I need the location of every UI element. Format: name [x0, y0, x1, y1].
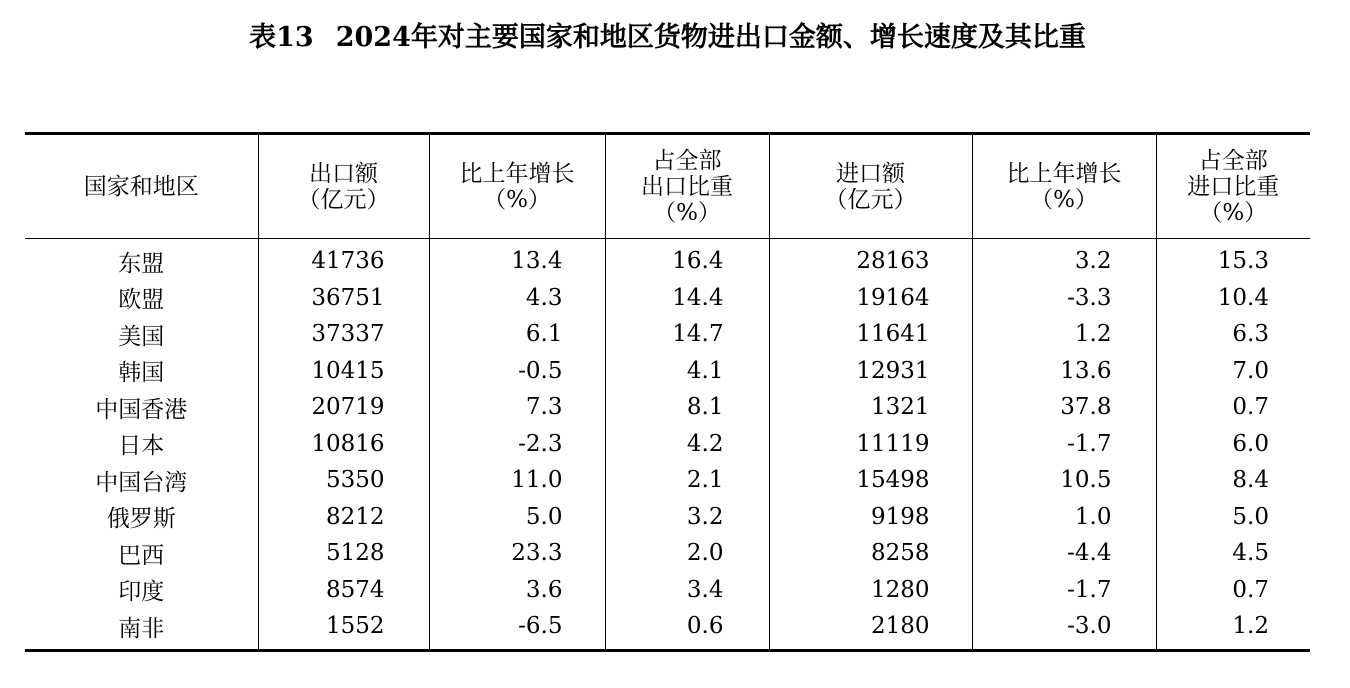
cell-import-growth: 1.2	[972, 316, 1156, 353]
cell-region: 东盟	[118, 250, 165, 277]
cell-region: 印度	[118, 579, 165, 606]
header-import	[769, 134, 972, 239]
cell-export-growth: 23.3	[429, 535, 605, 572]
cell-region: 巴西	[118, 542, 165, 569]
cell-import-share: 15.3	[1156, 239, 1310, 280]
cell-export-growth: 6.1	[429, 316, 605, 353]
cell-export: 1552	[258, 608, 429, 650]
cell-export-growth: 4.3	[429, 280, 605, 317]
cell-import-share: 4.5	[1156, 535, 1310, 572]
cell-export-share: 14.7	[605, 316, 769, 353]
cell-import: 28163	[769, 239, 972, 280]
header-import-growth	[972, 134, 1156, 239]
cell-export-share: 3.2	[605, 499, 769, 536]
table-row	[25, 353, 1310, 390]
cell-import: 2180	[769, 608, 972, 650]
header-line: （%）	[653, 199, 721, 226]
cell-import-growth: -1.7	[972, 426, 1156, 463]
cell-import-growth: 3.2	[972, 239, 1156, 280]
table-row	[25, 426, 1310, 463]
cell-export-share: 4.2	[605, 426, 769, 463]
cell-export-growth: 11.0	[429, 462, 605, 499]
table-body	[25, 239, 1310, 651]
table-row	[25, 280, 1310, 317]
cell-import-growth: -3.0	[972, 608, 1156, 650]
cell-export-share: 3.4	[605, 572, 769, 609]
trade-table	[25, 132, 1310, 652]
table-row	[25, 316, 1310, 353]
cell-import-growth: -1.7	[972, 572, 1156, 609]
cell-import-growth: 10.5	[972, 462, 1156, 499]
cell-region: 韩国	[118, 360, 165, 387]
cell-region: 欧盟	[118, 287, 165, 314]
header-line: 出口比重	[641, 173, 733, 200]
table-row	[25, 239, 1310, 280]
cell-import-share: 1.2	[1156, 608, 1310, 650]
cell-import-share: 6.3	[1156, 316, 1310, 353]
cell-export-share: 16.4	[605, 239, 769, 280]
header-region	[25, 134, 258, 239]
cell-export-growth: -0.5	[429, 353, 605, 390]
cell-import-growth: 1.0	[972, 499, 1156, 536]
cell-export-growth: 7.3	[429, 389, 605, 426]
cell-export: 41736	[258, 239, 429, 280]
cell-export-share: 14.4	[605, 280, 769, 317]
cell-region: 南非	[118, 615, 165, 642]
header-line: 占全部	[652, 147, 722, 174]
table-row	[25, 608, 1310, 650]
table-row	[25, 499, 1310, 536]
cell-import-share: 5.0	[1156, 499, 1310, 536]
cell-import-share: 7.0	[1156, 353, 1310, 390]
table-number: 表13	[249, 22, 314, 53]
header-line: （%）	[1199, 199, 1268, 226]
header-row	[25, 134, 1310, 239]
cell-export: 36751	[258, 280, 429, 317]
header-line: 国家和地区	[83, 173, 199, 200]
cell-region: 日本	[118, 433, 165, 460]
cell-import: 11119	[769, 426, 972, 463]
cell-export-growth: -2.3	[429, 426, 605, 463]
cell-import-share: 6.0	[1156, 426, 1310, 463]
cell-import: 8258	[769, 535, 972, 572]
cell-import: 9198	[769, 499, 972, 536]
cell-region: 中国香港	[95, 396, 188, 423]
cell-export-growth: 13.4	[429, 239, 605, 280]
cell-export: 37337	[258, 316, 429, 353]
table-row	[25, 389, 1310, 426]
header-line: 占全部	[1198, 147, 1268, 174]
header-export	[258, 134, 429, 239]
cell-export: 20719	[258, 389, 429, 426]
cell-export-growth: -6.5	[429, 608, 605, 650]
cell-import-share: 10.4	[1156, 280, 1310, 317]
header-import-share	[1156, 134, 1310, 239]
header-line: 比上年增长	[459, 160, 575, 187]
cell-export-share: 2.0	[605, 535, 769, 572]
cell-export-share: 4.1	[605, 353, 769, 390]
header-line: （亿元）	[824, 186, 917, 213]
table-title-text: 2024年对主要国家和地区货物进出口金额、增长速度及其比重	[335, 22, 1086, 53]
header-line: 进口额	[836, 160, 905, 187]
header-line: 进口比重	[1187, 173, 1280, 200]
header-line: 出口额	[309, 160, 378, 187]
cell-import: 19164	[769, 280, 972, 317]
cell-export: 10415	[258, 353, 429, 390]
cell-export-growth: 5.0	[429, 499, 605, 536]
cell-export-growth: 3.6	[429, 572, 605, 609]
cell-export: 5350	[258, 462, 429, 499]
cell-import: 1321	[769, 389, 972, 426]
cell-import: 12931	[769, 353, 972, 390]
header-export-growth	[429, 134, 605, 239]
cell-import: 11641	[769, 316, 972, 353]
cell-import: 15498	[769, 462, 972, 499]
cell-import-share: 8.4	[1156, 462, 1310, 499]
cell-export: 5128	[258, 535, 429, 572]
cell-export: 8574	[258, 572, 429, 609]
table-row	[25, 462, 1310, 499]
cell-export-share: 8.1	[605, 389, 769, 426]
cell-import: 1280	[769, 572, 972, 609]
header-line: （亿元）	[297, 186, 390, 213]
cell-import-growth: 37.8	[972, 389, 1156, 426]
cell-export-share: 0.6	[605, 608, 769, 650]
cell-export-share: 2.1	[605, 462, 769, 499]
cell-region: 中国台湾	[95, 469, 188, 496]
cell-import-growth: -3.3	[972, 280, 1156, 317]
cell-export: 10816	[258, 426, 429, 463]
cell-import-growth: 13.6	[972, 353, 1156, 390]
header-line: （%）	[1030, 186, 1098, 213]
cell-export: 8212	[258, 499, 429, 536]
table-title	[0, 14, 1335, 62]
header-export-share	[605, 134, 769, 239]
cell-region: 俄罗斯	[106, 506, 176, 533]
cell-import-share: 0.7	[1156, 572, 1310, 609]
header-line: 比上年增长	[1006, 160, 1122, 187]
table-row	[25, 535, 1310, 572]
cell-import-share: 0.7	[1156, 389, 1310, 426]
cell-region: 美国	[118, 323, 165, 350]
table-row	[25, 572, 1310, 609]
header-line: （%）	[483, 186, 551, 213]
cell-import-growth: -4.4	[972, 535, 1156, 572]
